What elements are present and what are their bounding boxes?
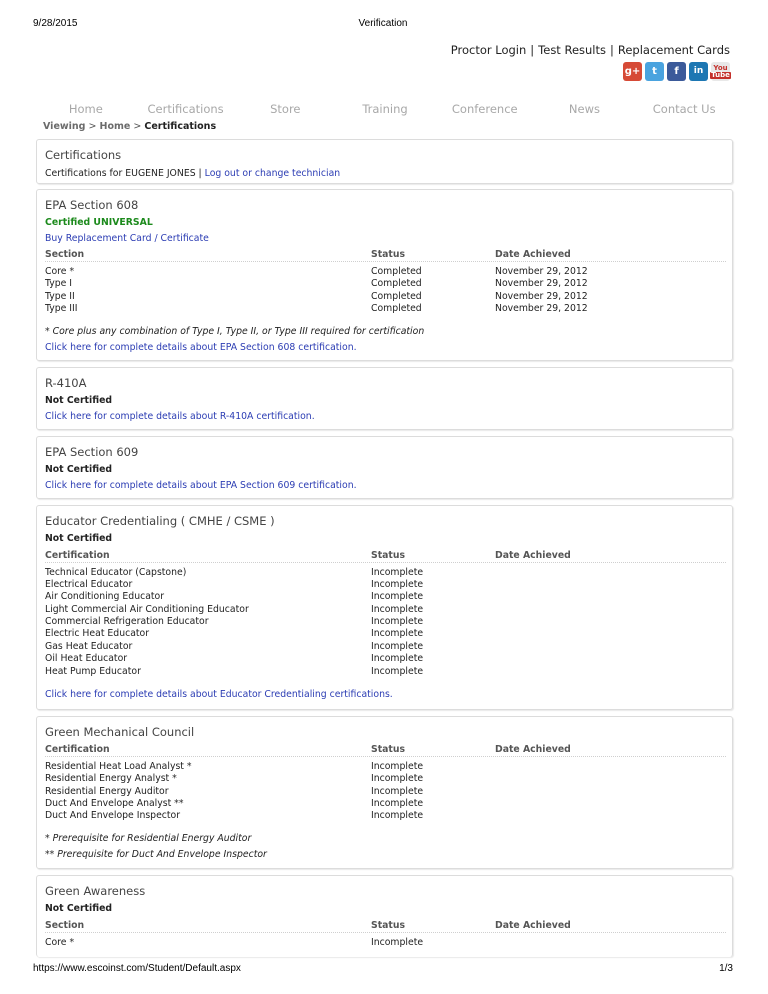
cell-status: Incomplete [371,810,424,821]
table-header [45,920,726,933]
youtube-icon-top: You [713,63,728,72]
panel-title: Educator Credentialing ( CMHE / CSME ) [45,514,275,528]
technician-line [45,168,340,179]
table-header [45,744,726,757]
cell-certification: Residential Energy Auditor [45,786,169,797]
nav-certifications[interactable]: Certifications [147,102,224,116]
table-row [45,579,726,591]
certification-status: Not Certified [45,464,113,475]
replacement-cards-link[interactable]: Replacement Cards [617,43,730,57]
cell-section: Core * [45,937,75,948]
cell-status: Incomplete [371,641,424,652]
cell-status: Completed [371,303,422,314]
table-header [45,249,726,262]
cell-certification: Electrical Educator [45,579,133,590]
col-certification: Certification [45,744,110,755]
table-row [45,567,726,579]
col-status: Status [371,920,406,931]
epa609-panel [36,436,733,499]
cell-status: Incomplete [371,666,424,677]
cell-certification: Heat Pump Educator [45,666,141,677]
col-section: Section [45,920,85,931]
green-awareness-panel [36,875,733,957]
col-date: Date Achieved [495,550,571,561]
table-row [45,591,726,603]
nav-conference[interactable]: Conference [451,102,518,116]
col-status: Status [371,249,406,260]
certification-status: Not Certified [45,903,113,914]
footnote: * Core plus any combination of Type I, Type II, or Type III required for certification [45,326,425,337]
details-link[interactable]: Click here for complete details about R-410A certification. [45,411,315,422]
nav-store[interactable]: Store [270,102,301,116]
cell-status: Incomplete [371,616,424,627]
col-certification: Certification [45,550,110,561]
social-links [623,62,730,81]
cell-status: Incomplete [371,798,424,809]
col-status: Status [371,744,406,755]
cell-certification: Commercial Refrigeration Educator [45,616,209,627]
cell-status: Completed [371,266,422,277]
table-row [45,628,726,640]
educator-panel [36,505,733,710]
cell-status: Incomplete [371,591,424,602]
cell-certification: Electric Heat Educator [45,628,150,639]
table-row [45,266,726,278]
cell-section: Type II [45,291,75,302]
cell-status: Completed [371,278,422,289]
cell-status: Incomplete [371,604,424,615]
cell-status: Incomplete [371,786,424,797]
separator: | [530,43,535,57]
table-row [45,278,726,290]
cell-certification: Residential Heat Load Analyst * [45,761,192,772]
breadcrumb-viewing: Viewing [43,121,86,132]
cell-status: Incomplete [371,773,424,784]
cell-certification: Residential Energy Analyst * [45,773,177,784]
cell-status: Completed [371,291,422,302]
linkedin-icon[interactable]: in [689,62,708,81]
buy-replacement-link[interactable]: Buy Replacement Card / Certificate [45,233,209,244]
table-row [45,604,726,616]
breadcrumb-home[interactable]: Home [99,121,131,132]
table-row [45,810,726,822]
footnote: ** Prerequisite for Duct And Envelope Inspector [45,849,267,860]
table-row [45,798,726,810]
table-row [45,786,726,798]
youtube-icon[interactable] [711,62,730,81]
table-row [45,937,726,949]
main-nav [36,102,734,116]
certification-status: Certified UNIVERSAL [45,217,153,228]
nav-training[interactable]: Training [362,102,408,116]
cell-certification: Gas Heat Educator [45,641,133,652]
details-link[interactable]: Click here for complete details about Educator Credentialing certifications. [45,689,393,700]
cell-date: November 29, 2012 [495,266,588,277]
print-date: 9/28/2015 [33,18,78,29]
logout-link[interactable]: Log out or change technician [204,168,341,179]
table-row [45,773,726,785]
gmc-panel [36,716,733,869]
epa608-panel [36,189,733,361]
col-status: Status [371,550,406,561]
breadcrumb-current: Certifications [144,121,217,132]
cell-date: November 29, 2012 [495,278,588,289]
table-row [45,291,726,303]
details-link[interactable]: Click here for complete details about EPA Section 609 certification. [45,480,357,491]
cell-certification: Light Commercial Air Conditioning Educator [45,604,249,615]
print-title: Verification [358,18,408,29]
nav-news[interactable]: News [568,102,600,116]
breadcrumb [43,121,216,132]
print-footer [33,963,733,975]
proctor-login-link[interactable]: Proctor Login [450,43,527,57]
certifications-for-text: Certifications for EUGENE JONES | [45,168,202,179]
twitter-icon[interactable]: t [645,62,664,81]
table-row [45,666,726,678]
print-url: https://www.escoinst.com/Student/Default.aspx [33,963,241,974]
certification-status: Not Certified [45,395,113,406]
separator: | [610,43,614,57]
breadcrumb-separator: > [88,121,97,132]
cell-certification: Technical Educator (Capstone) [45,567,187,578]
col-section: Section [45,249,85,260]
cell-date: November 29, 2012 [495,291,588,302]
google-plus-icon[interactable]: g+ [623,62,642,81]
cell-date: November 29, 2012 [495,303,588,314]
table-row [45,303,726,315]
cell-certification: Duct And Envelope Analyst ** [45,798,184,809]
cell-section: Core * [45,266,75,277]
cell-status: Incomplete [371,653,424,664]
cell-status: Incomplete [371,937,424,948]
table-row [45,761,726,773]
cell-status: Incomplete [371,567,424,578]
cell-certification: Air Conditioning Educator [45,591,165,602]
certifications-panel [36,139,733,184]
table-row [45,616,726,628]
panel-title: R-410A [45,376,87,390]
col-date: Date Achieved [495,249,571,260]
print-header [33,18,733,30]
facebook-icon[interactable]: f [667,62,686,81]
panel-title: Green Awareness [45,884,146,898]
col-date: Date Achieved [495,920,571,931]
panel-title: Certifications [45,148,122,162]
table-header [45,550,726,563]
footnote: * Prerequisite for Residential Energy Auditor [45,833,252,844]
cell-status: Incomplete [371,761,424,772]
nav-home[interactable]: Home [68,102,103,116]
certification-status: Not Certified [45,533,113,544]
breadcrumb-separator: > [133,121,142,132]
panel-title: Green Mechanical Council [45,725,195,739]
col-date: Date Achieved [495,744,571,755]
test-results-link[interactable]: Test Results [538,43,606,57]
print-page-number: 1/3 [719,963,733,974]
cell-certification: Oil Heat Educator [45,653,128,664]
cell-status: Incomplete [371,628,424,639]
panel-title: EPA Section 608 [45,198,139,212]
details-link[interactable]: Click here for complete details about EPA Section 608 certification. [45,342,357,353]
cell-certification: Duct And Envelope Inspector [45,810,181,821]
panel-title: EPA Section 609 [45,445,139,459]
top-links [451,43,730,57]
youtube-icon-bottom: Tube [711,70,730,79]
cell-section: Type III [45,303,78,314]
r410a-panel [36,367,733,430]
table-row [45,653,726,665]
nav-contact-us[interactable]: Contact Us [652,102,716,116]
cell-section: Type I [45,278,73,289]
cell-status: Incomplete [371,579,424,590]
table-row [45,641,726,653]
